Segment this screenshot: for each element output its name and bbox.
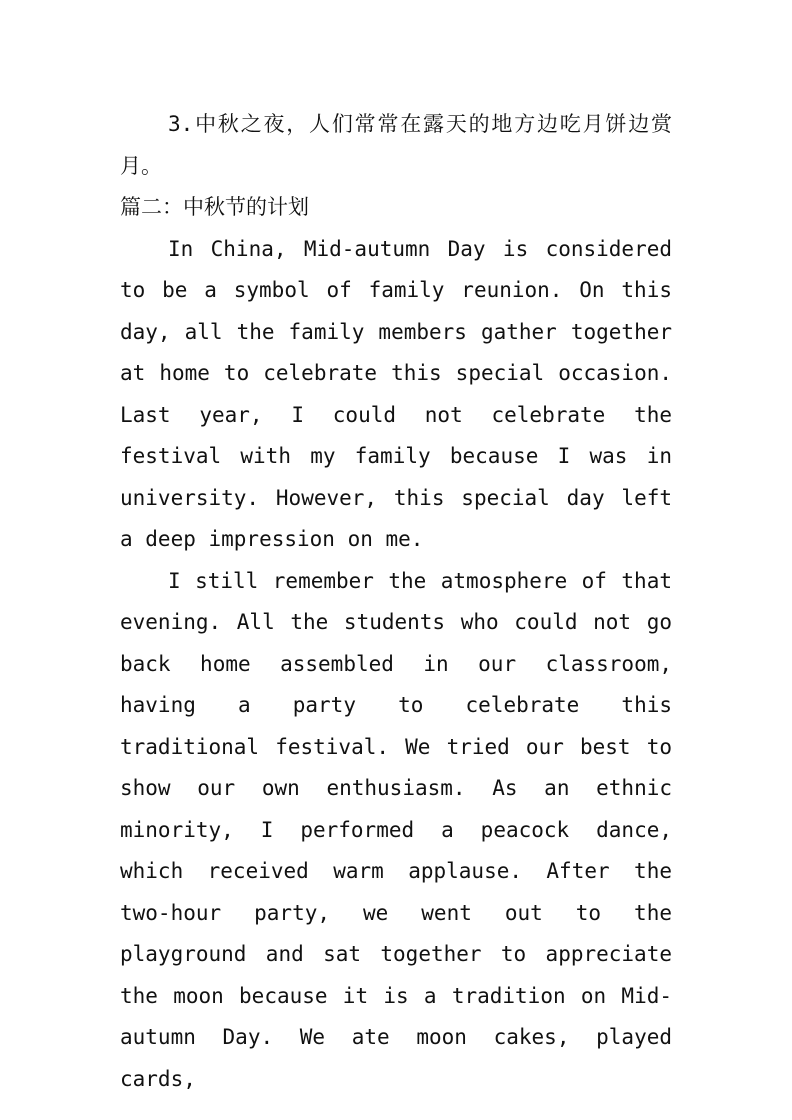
paragraph-2: I still remember the atmosphere of that evening. All the students who could not go back home assembled in our classroom, having a party to celebrate this traditional festival. We tried our best to show our own enthusiasm. As an ethnic minority, I performed a peacock dance, which received warm applause. After the two-hour party, we went out to the playground and sat together to appreciate the moon because it is a tradition on Mid-autumn Day. We ate moon cakes, played cards, xyxy=(120,568,672,1091)
paragraph-1: In China, Mid-autumn Day is considered to be a symbol of family reunion. On this day, all the family members gather together at home to celebrate this special occasion. Last year, I could not celebrate the festival with my family because I was in university. However, this special day left a deep impression on me. xyxy=(120,236,672,551)
section-heading: 篇二：中秋节的计划 xyxy=(120,195,309,219)
document-body xyxy=(120,104,672,1100)
list-item-3: 3.中秋之夜，人们常常在露天的地方边吃月饼边赏月。 xyxy=(120,112,672,178)
